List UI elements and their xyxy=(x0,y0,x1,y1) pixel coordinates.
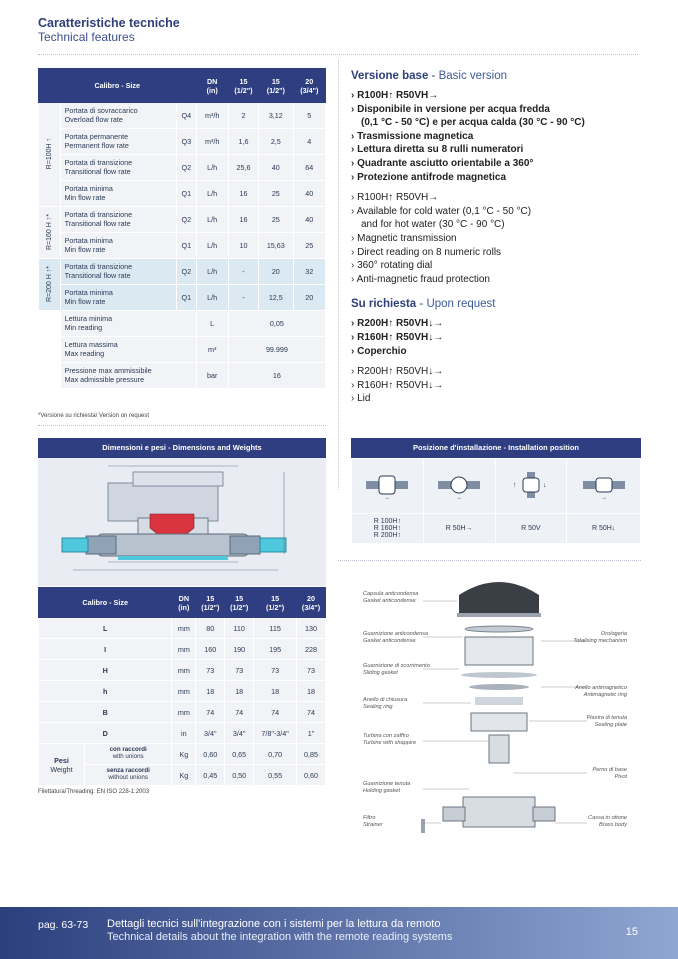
table-row: Pressione max ammissibile Max admissible pressure bar 16 xyxy=(39,363,326,389)
footer-page-ref[interactable]: pag. 63-73 xyxy=(38,919,89,931)
table-row: D in 3/4" 3/4" 7/8"-3/4" 1" xyxy=(39,723,326,744)
page-number: 15 xyxy=(625,926,638,938)
table-row: Lettura massima Max reading m³ 99.999 xyxy=(39,337,326,363)
col1-header: 15 (1/2") xyxy=(228,69,258,103)
svg-text:→: → xyxy=(456,495,463,500)
calibro-header: Calibro - Size xyxy=(39,69,197,103)
part-label: Guarnizione tenuta Holding gasket xyxy=(363,781,411,794)
page-title xyxy=(38,16,180,44)
svg-text:→: → xyxy=(384,495,391,500)
title-english: Technical features xyxy=(38,30,135,44)
part-label: Turbina con zaffiro Turbine with shappire xyxy=(363,733,417,746)
spec-table xyxy=(38,68,326,389)
part-label: Piastra di tenuta Sealing plate xyxy=(586,715,627,728)
dn-header: DN (in) xyxy=(196,69,228,103)
meter-section-drawing xyxy=(38,458,326,586)
horizontal-icon xyxy=(352,459,424,514)
table-row: R=160 H ↑* Portata di transizione Transitional flow rate Q2 L/h 16 25 40 xyxy=(39,207,326,233)
table-row: L mm 80 110 115 130 xyxy=(39,618,326,639)
part-label: Perno di base Pivot xyxy=(592,767,627,780)
table-row: Portata minima Min flow rate Q1 L/h 10 15,63 25 xyxy=(39,233,326,259)
part-label: Orologeria Totalising mechanism xyxy=(573,631,627,644)
table-row: h mm 18 18 18 18 xyxy=(39,681,326,702)
svg-text:→: → xyxy=(600,495,607,500)
divider xyxy=(38,54,638,55)
table-row: H mm 73 73 73 73 xyxy=(39,660,326,681)
table-row: Lettura minima Min reading L 0,05 xyxy=(39,311,326,337)
part-label: Guarnizione di scorrimento Sliding gasket xyxy=(363,663,430,676)
basic-version-heading: Versione base - Basic version xyxy=(351,70,507,82)
vertical-icon xyxy=(495,459,567,514)
horizontal-top-icon xyxy=(423,459,495,514)
basic-version xyxy=(351,70,641,406)
basic-list-en: › R100H↑ R50VH→ › Available for cold water (0,1 °C - 50 °C) and for hot water (30 °C - 90 °C) › Magnetic transmission › Direct reading on 8 numeric rolls › 360° rotating dial › Anti-magnetic fraud protection xyxy=(351,191,641,286)
request-list-it: › R200H↑ R50VH↓→ › R160H↑ R50VH↓→ › Coperchio xyxy=(351,317,641,358)
group-label-100: R=100H ↑ xyxy=(39,103,61,207)
col3-header: 20 (3/4") xyxy=(293,69,325,103)
group-label-200: R=200 H ↑* xyxy=(39,259,61,311)
request-list-en: › R200H↑ R50VH↓→ › R160H↑ R50VH↓→ › Lid xyxy=(351,365,641,406)
installation-panel-title: Posizione d'installazione - Installation position xyxy=(351,438,641,458)
dimensions-table: Calibro - Size DN (in) 15 (1/2") 15 (1/2") 15 (1/2") 20 (3/4") L mm 80 110 115 130 I mm 160 190 195 228 H mm 73 73 73 73 h mm 18 18 18 18 B mm 74 74 74 74 D in 3/4" 3/4" 7/8"-3/4" 1" Pesi Weight con raccordi with unions Kg 0,60 0,65 0,70 0,85 senza raccordi without unions Kg 0,45 0,50 0,55 0,60 xyxy=(38,587,326,786)
table-row: Pesi Weight con raccordi with unions Kg 0,60 0,65 0,70 0,85 xyxy=(39,744,326,765)
part-label: Filtro Strainer xyxy=(363,815,383,828)
exploded-view xyxy=(351,565,641,835)
table-note: *Versione su richiesta/ Version on request xyxy=(38,413,150,419)
part-label: Anello antimagnetico Antimagnetic ring xyxy=(575,685,627,698)
table-row: Portata di transizione Transitional flow rate Q2 L/h 25,6 40 64 xyxy=(39,155,326,181)
models-cell: R 100H↑ R 160H↑ R 200H↑ xyxy=(352,514,424,544)
part-label: Guarnizione anticondensa Gasket anticondense xyxy=(363,631,428,644)
table-row: Portata minima Min flow rate Q1 L/h - 12,5 20 xyxy=(39,285,326,311)
horizontal-down-icon xyxy=(567,459,641,514)
footer-title[interactable]: Dettagli tecnici sull'integrazione con i sistemi per la lettura da remoto Technical details about the integration with the remote reading systems xyxy=(107,918,453,943)
table-row: Portata permanente Permanent flow rate Q3 m³/h 1,6 2,5 4 xyxy=(39,129,326,155)
threading-note: Filettatura/Threading: EN ISO 228-1:2003 xyxy=(38,789,150,795)
svg-text:↑: ↑ xyxy=(512,482,517,489)
installation-table: → → ↑ ↓ → R 100H↑ R 160H↑ R 200H↑ R 50H→ R 50V R 50H↓ xyxy=(351,458,641,544)
table-row: R=100H ↑ Portata di sovraccarico Overload flow rate Q4 m³/h 2 3,12 5 xyxy=(39,103,326,129)
svg-text:↓: ↓ xyxy=(542,482,547,489)
part-label: Cassa in ottone Brass body xyxy=(588,815,627,828)
table-row: B mm 74 74 74 74 xyxy=(39,702,326,723)
table-row: senza raccordi without unions Kg 0,45 0,50 0,55 0,60 xyxy=(39,765,326,786)
part-label: Capsula anticondensa Gasket anticondense xyxy=(363,591,419,604)
dimensions-panel-title: Dimensioni e pesi - Dimensions and Weights xyxy=(38,438,326,458)
upon-request-heading: Su richiesta - Upon request xyxy=(351,298,496,311)
footer xyxy=(0,907,678,959)
part-label: Anello di chiusura Sealing ring xyxy=(363,697,408,710)
col2-header: 15 (1/2") xyxy=(259,69,294,103)
table-row: Portata minima Min flow rate Q1 L/h 16 25 40 xyxy=(39,181,326,207)
group-label-160: R=160 H ↑* xyxy=(39,207,61,259)
basic-list-it: › R100H↑ R50VH→ › Disponibile in versione per acqua fredda (0,1 °C - 50 °C) e per acqua calda (30 °C - 90 °C) › Trasmissione magnetica › Lettura diretta su 8 rulli numeratori › Quadrante asciutto orientabile a 360° › Protezione antifrode magnetica xyxy=(351,89,641,184)
title-italian: Caratteristiche tecniche xyxy=(38,16,180,30)
table-row: I mm 160 190 195 228 xyxy=(39,639,326,660)
table-row: R=200 H ↑* Portata di transizione Transitional flow rate Q2 L/h - 20 32 xyxy=(39,259,326,285)
